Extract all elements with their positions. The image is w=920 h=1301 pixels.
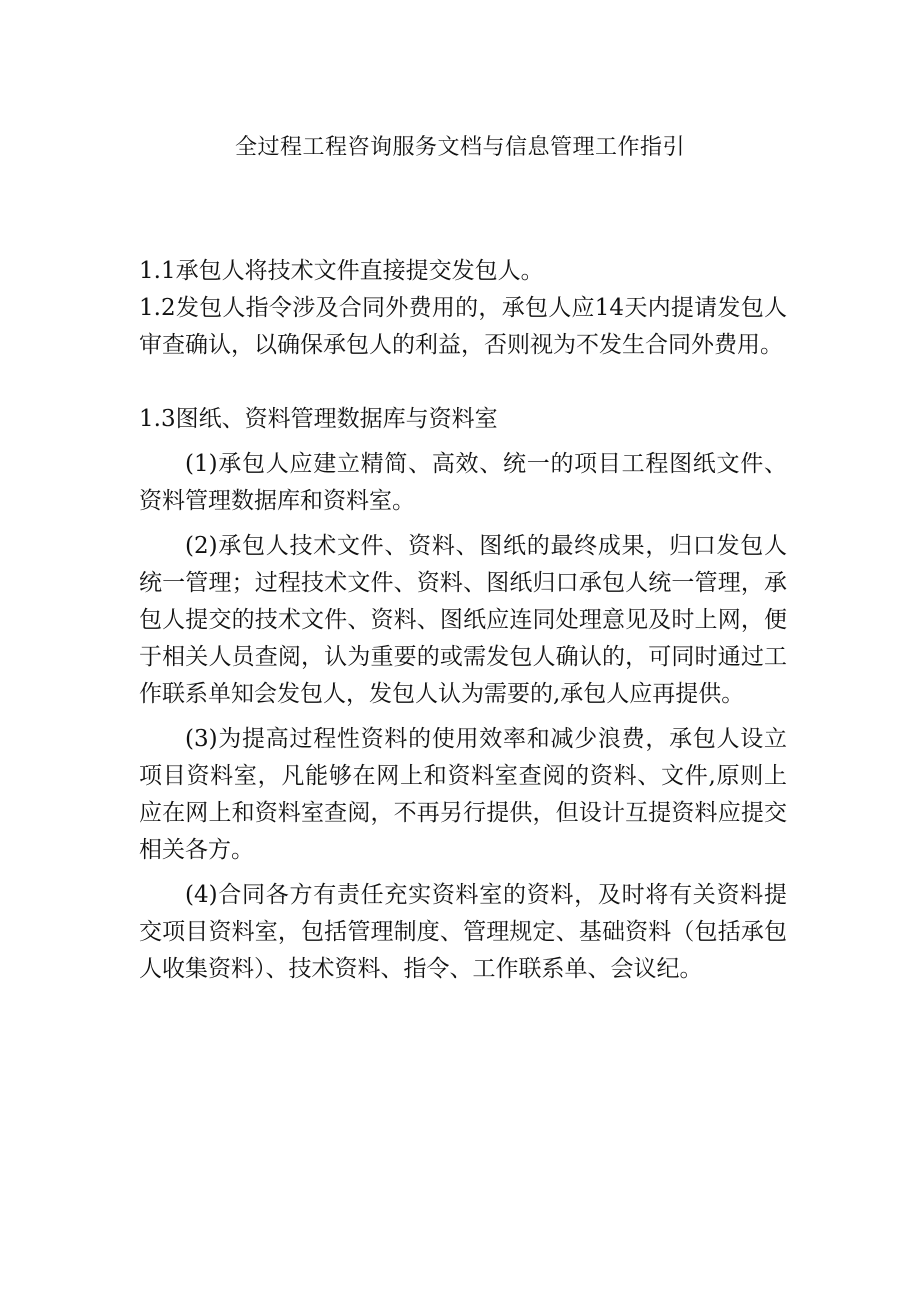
paragraph-1-2: 1.2发包人指令涉及合同外费用的，承包人应14天内提请发包人审查确认，以确保承包人的利益，否则视为不发生合同外费用。 [139,295,787,358]
paragraph-item-3: (3)为提高过程性资料的使用效率和减少浪费，承包人设立项目资料室，凡能够在网上和资料室查阅的资料、文件,原则上应在网上和资料室查阅，不再另行提供，但设计互提资料应提交相关各方。 [139,726,787,863]
paragraph-1-3-heading: 1.3图纸、资料管理数据库与资料室 [139,406,498,432]
paragraph-item-4: (4)合同各方有责任充实资料室的资料，及时将有关资料提交项目资料室，包括管理制度、管理规定、基础资料（包括承包人收集资料）、技术资料、指令、工作联系单、会议纪。 [139,882,787,982]
paragraph-1-1: 1.1承包人将技术文件直接提交发包人。 [139,258,544,284]
paragraph-item-1: (1)承包人应建立精简、高效、统一的项目工程图纸文件、资料管理数据库和资料室。 [139,451,787,514]
document-body [139,253,787,988]
document-title: 全过程工程咨询服务文档与信息管理工作指引 [234,135,685,160]
paragraph-item-2: (2)承包人技术文件、资料、图纸的最终成果，归口发包人统一管理；过程技术文件、资料、图纸归口承包人统一管理，承包人提交的技术文件、资料、图纸应连同处理意见及时上网，便于相关人员查阅，认为重要的或需发包人确认的，可同时通过工作联系单知会发包人，发包人认为需要的,承包人应再提供。 [139,533,787,707]
